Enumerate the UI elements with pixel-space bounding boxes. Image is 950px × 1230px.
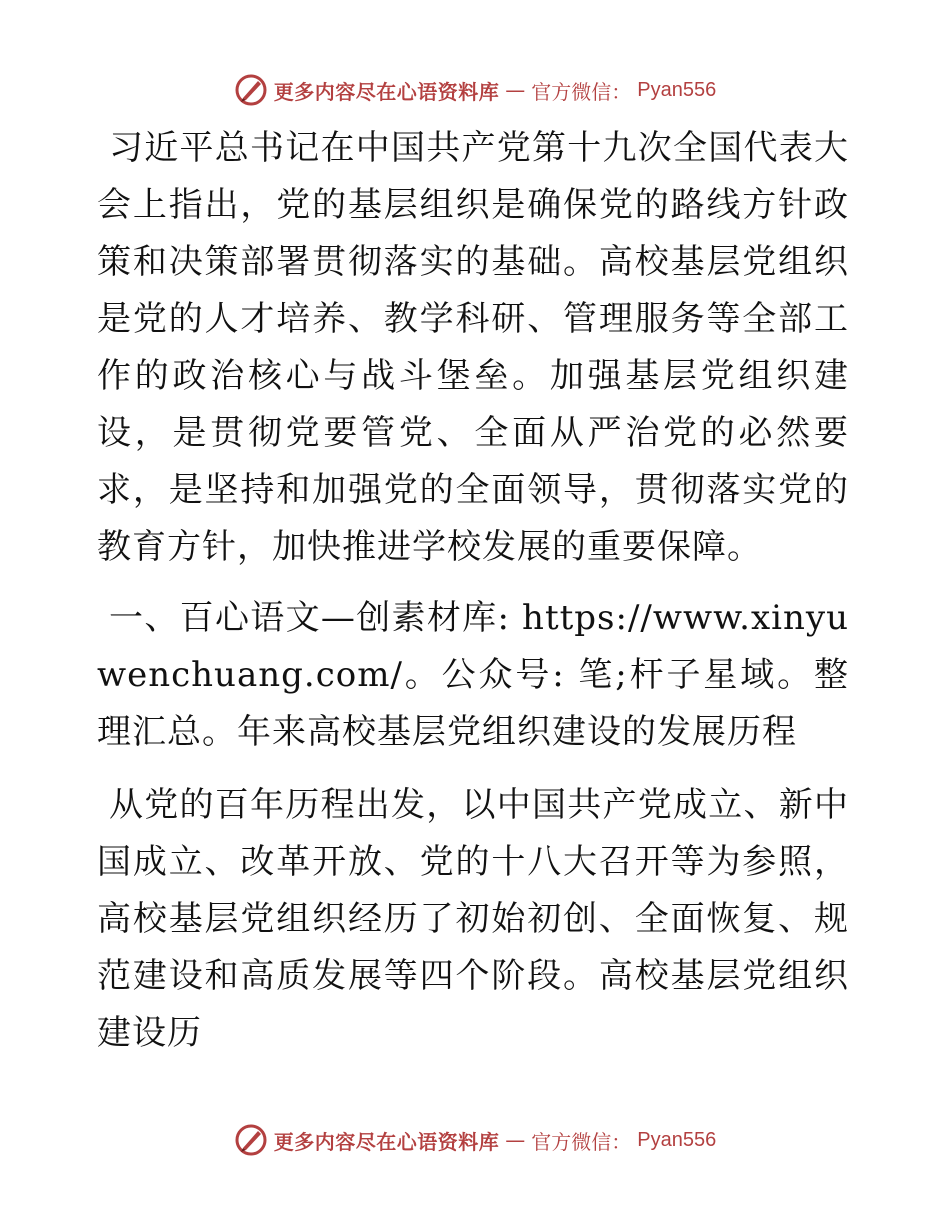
- banner-dash: —: [505, 78, 526, 102]
- banner-text: 更多内容尽在心语资料库: [273, 79, 500, 104]
- header-banner-content: [234, 73, 716, 107]
- banner-wechat-label: 官方微信：: [531, 79, 632, 104]
- footer-banner: [0, 1120, 950, 1160]
- quill-pen-logo-icon: [234, 1123, 268, 1157]
- footer-banner-content: [234, 1123, 716, 1157]
- banner-wechat-label: 官方微信：: [531, 1129, 632, 1154]
- banner-text: 更多内容尽在心语资料库: [273, 1129, 500, 1154]
- banner-dash: —: [505, 1128, 526, 1152]
- paragraph-section-heading: 一、百心语文—创素材库: https://www.xinyuwenchuang.com/。公众号: 笔;杆子星域。整理汇总。年来高校基层党组织建设的发展历程: [97, 598, 849, 752]
- banner-wechat-id: Pyan556: [637, 78, 717, 101]
- paragraph-history: 从党的百年历程出发，以中国共产党成立、新中国成立、改革开放、党的十八大召开等为参照，高校基层党组织经历了初始初创、全面恢复、规范建设和高质发展等四个阶段。高校基层党组织建设历: [97, 785, 849, 1053]
- banner-wechat-id: Pyan556: [637, 1128, 717, 1151]
- paragraph-intro: 习近平总书记在中国共产党第十九次全国代表大会上指出，党的基层组织是确保党的路线方针政策和决策部署贯彻落实的基础。高校基层党组织是党的人才培养、教学科研、管理服务等全部工作的政治核心与战斗堡垒。加强基层党组织建设，是贯彻党要管党、全面从严治党的必然要求，是坚持和加强党的全面领导，贯彻落实党的教育方针，加快推进学校发展的重要保障。: [97, 128, 849, 567]
- header-banner: [0, 70, 950, 110]
- quill-pen-logo-icon: [234, 73, 268, 107]
- document-body: [97, 120, 849, 1062]
